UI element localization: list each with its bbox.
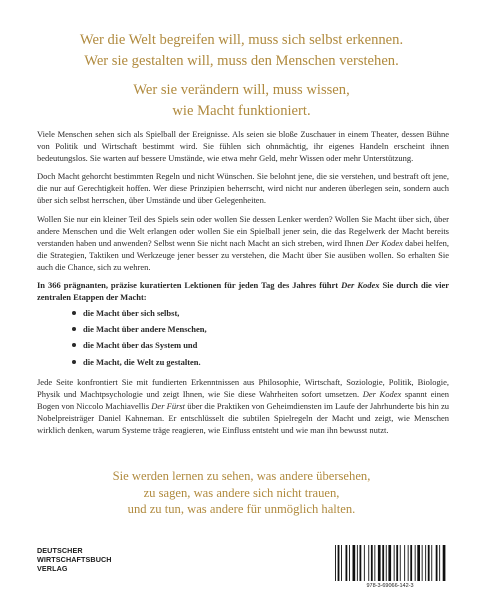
- tagline-line-1: Wer die Welt begreifen will, muss sich selbst erkennen.: [79, 32, 404, 48]
- closing-line-1: Sie werden lernen zu sehen, was andere übersehen,: [112, 469, 371, 483]
- tagline-line-4: wie Macht funktioniert.: [172, 103, 311, 119]
- power-stages-list: [37, 307, 449, 367]
- tagline-line-2: Wer sie gestalten will, muss den Menschen verstehen.: [84, 53, 399, 69]
- book-title-italic: Der Kodex: [362, 388, 402, 399]
- closing-line-3: und zu tun, was andere für unmöglich halten.: [127, 502, 356, 516]
- paragraph-5: Jede Seite konfrontiert Sie mit fundierten Erkenntnissen aus Philosophie, Wirtschaft, Soziologie, Politik, Biologie, Physik und Machtpsychologie und zeigt Ihnen, wie Sie diese Wahrheiten sofort umsetzen. Der Kodex spannt einen Bogen von Niccolo Machiavellis Der Fürst über die Praktiken von Geheimdiensten im Laufe der Jahrhunderte bis hin zu Nobelpreisträger Daniel Kahneman. Er entschlüsselt die subtilen Spielregeln der Macht und zeigt, wie Menschen wirklich denken, warum Systeme träge reagieren, wie Einfluss entsteht und wie man ihn bewusst nutzt.: [37, 376, 450, 435]
- closing-line-2: zu sagen, was andere sich nicht trauen,: [143, 485, 340, 500]
- list-item: die Macht über andere Menschen,: [83, 323, 449, 335]
- blurb-body: [37, 128, 449, 442]
- publisher-logo: DEUTSCHER WIRTSCHAFTSBUCH VERLAG: [37, 546, 112, 573]
- book-title-italic: Der Kodex: [341, 280, 380, 291]
- isbn-number: 978-3-69066-142-3: [366, 583, 414, 589]
- paragraph-2: Doch Macht gehorcht bestimmten Regeln und nicht Wünschen. Sie belohnt jene, die sie verstehen, und bestraft oft jene, die nur auf Gerechtigkeit hoffen. Wer diese Prinzipien beherrscht, wird nicht nur anderen überlegen sein, sondern auch über sich selbst herrschen, über Umstände und über Gelegenheiten.: [37, 171, 449, 206]
- closing-statement: [14, 468, 469, 518]
- list-item: die Macht über das System und: [83, 339, 449, 351]
- paragraph-4: In 366 prägnanten, präzise kuratierten Lektionen für jeden Tag des Jahres führt Der Kodex Sie durch die vier zentralen Etappen der Macht:: [37, 280, 449, 303]
- list-item: die Macht, die Welt zu gestalten.: [83, 356, 449, 368]
- tagline-line-3: Wer sie verändern will, muss wissen,: [133, 82, 350, 98]
- barcode: [333, 545, 447, 581]
- list-item: die Macht über sich selbst,: [83, 307, 449, 319]
- tagline: [14, 30, 469, 122]
- paragraph-1: Viele Menschen sehen sich als Spielball der Ereignisse. Als seien sie bloße Zuschauer in einem Theater, dessen Bühne von Politik und Wirtschaft bestimmt wird. Sie fühlen sich ohnmächtig, ihr eigenes Handeln erscheint ihnen bedeutungslos. Sie warten auf bessere Umstände, wie etwa mehr Geld, mehr Wissen oder mehr Unterstützung.: [37, 129, 449, 164]
- book-title-italic: Der Kodex: [365, 237, 403, 248]
- paragraph-3: Wollen Sie nur ein kleiner Teil des Spiels sein oder wollen Sie dessen Lenker werden? Wollen Sie Macht über sich, über andere Menschen und die Welt erlangen oder wollen Sie ein Spielball jener sein, die das Regelwerk der Macht bereits verstanden haben und anwenden? Selbst wenn Sie nicht nach Macht an sich streben, wird Ihnen Der Kodex dabei helfen, die Strategien, Taktiken und Werkzeuge jener besser zu verstehen, die Macht über Sie ausüben wollen. So erhalten Sie auch die Chance, sich zu wehren.: [37, 213, 449, 272]
- book-title-italic: Der Fürst: [151, 400, 186, 411]
